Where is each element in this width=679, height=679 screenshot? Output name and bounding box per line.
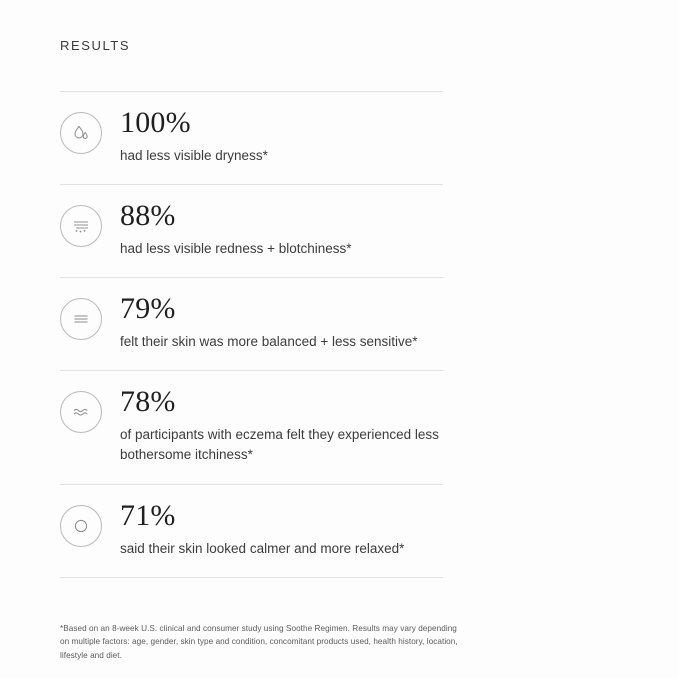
list-item [60,92,443,185]
footnote: *Based on an 8-week U.S. clinical and consumer study using Soothe Regimen. Results may vary depending on multiple factors: age, gender, skin type and condition, concomitant products used, health history, location, lifestyle and diet. [60,624,458,660]
stat-description: had less visible redness + blotchiness* [120,240,352,256]
icon-container [60,294,112,340]
icon-container [60,108,112,154]
row-text [112,498,443,559]
droplet-icon [60,112,102,154]
list-item [60,278,443,371]
redness-lines-icon [60,205,102,247]
list-item [60,371,443,485]
stat-description: of participants with eczema felt they experienced less bothersome itchiness* [120,426,439,463]
circle-ring-icon [60,505,102,547]
page-title: RESULTS [60,38,131,53]
stat-value: 78% [120,385,176,419]
stat-value: 88% [120,199,176,233]
row-text [112,108,443,166]
list-item [60,485,443,578]
stat-value: 79% [120,292,176,326]
icon-container [60,387,112,433]
row-text [112,294,443,352]
stat-description: felt their skin was more balanced + less sensitive* [120,333,418,349]
stat-description: had less visible dryness* [120,147,268,163]
icon-container [60,201,112,247]
row-text [112,387,443,466]
stat-value: 100% [120,106,191,139]
list-item [60,185,443,278]
balance-lines-icon [60,298,102,340]
waves-icon [60,391,102,433]
row-text [112,201,443,259]
icon-container [60,501,112,547]
results-list [60,91,443,578]
stat-description: said their skin looked calmer and more relaxed* [120,540,405,556]
stat-value: 71% [120,498,176,532]
